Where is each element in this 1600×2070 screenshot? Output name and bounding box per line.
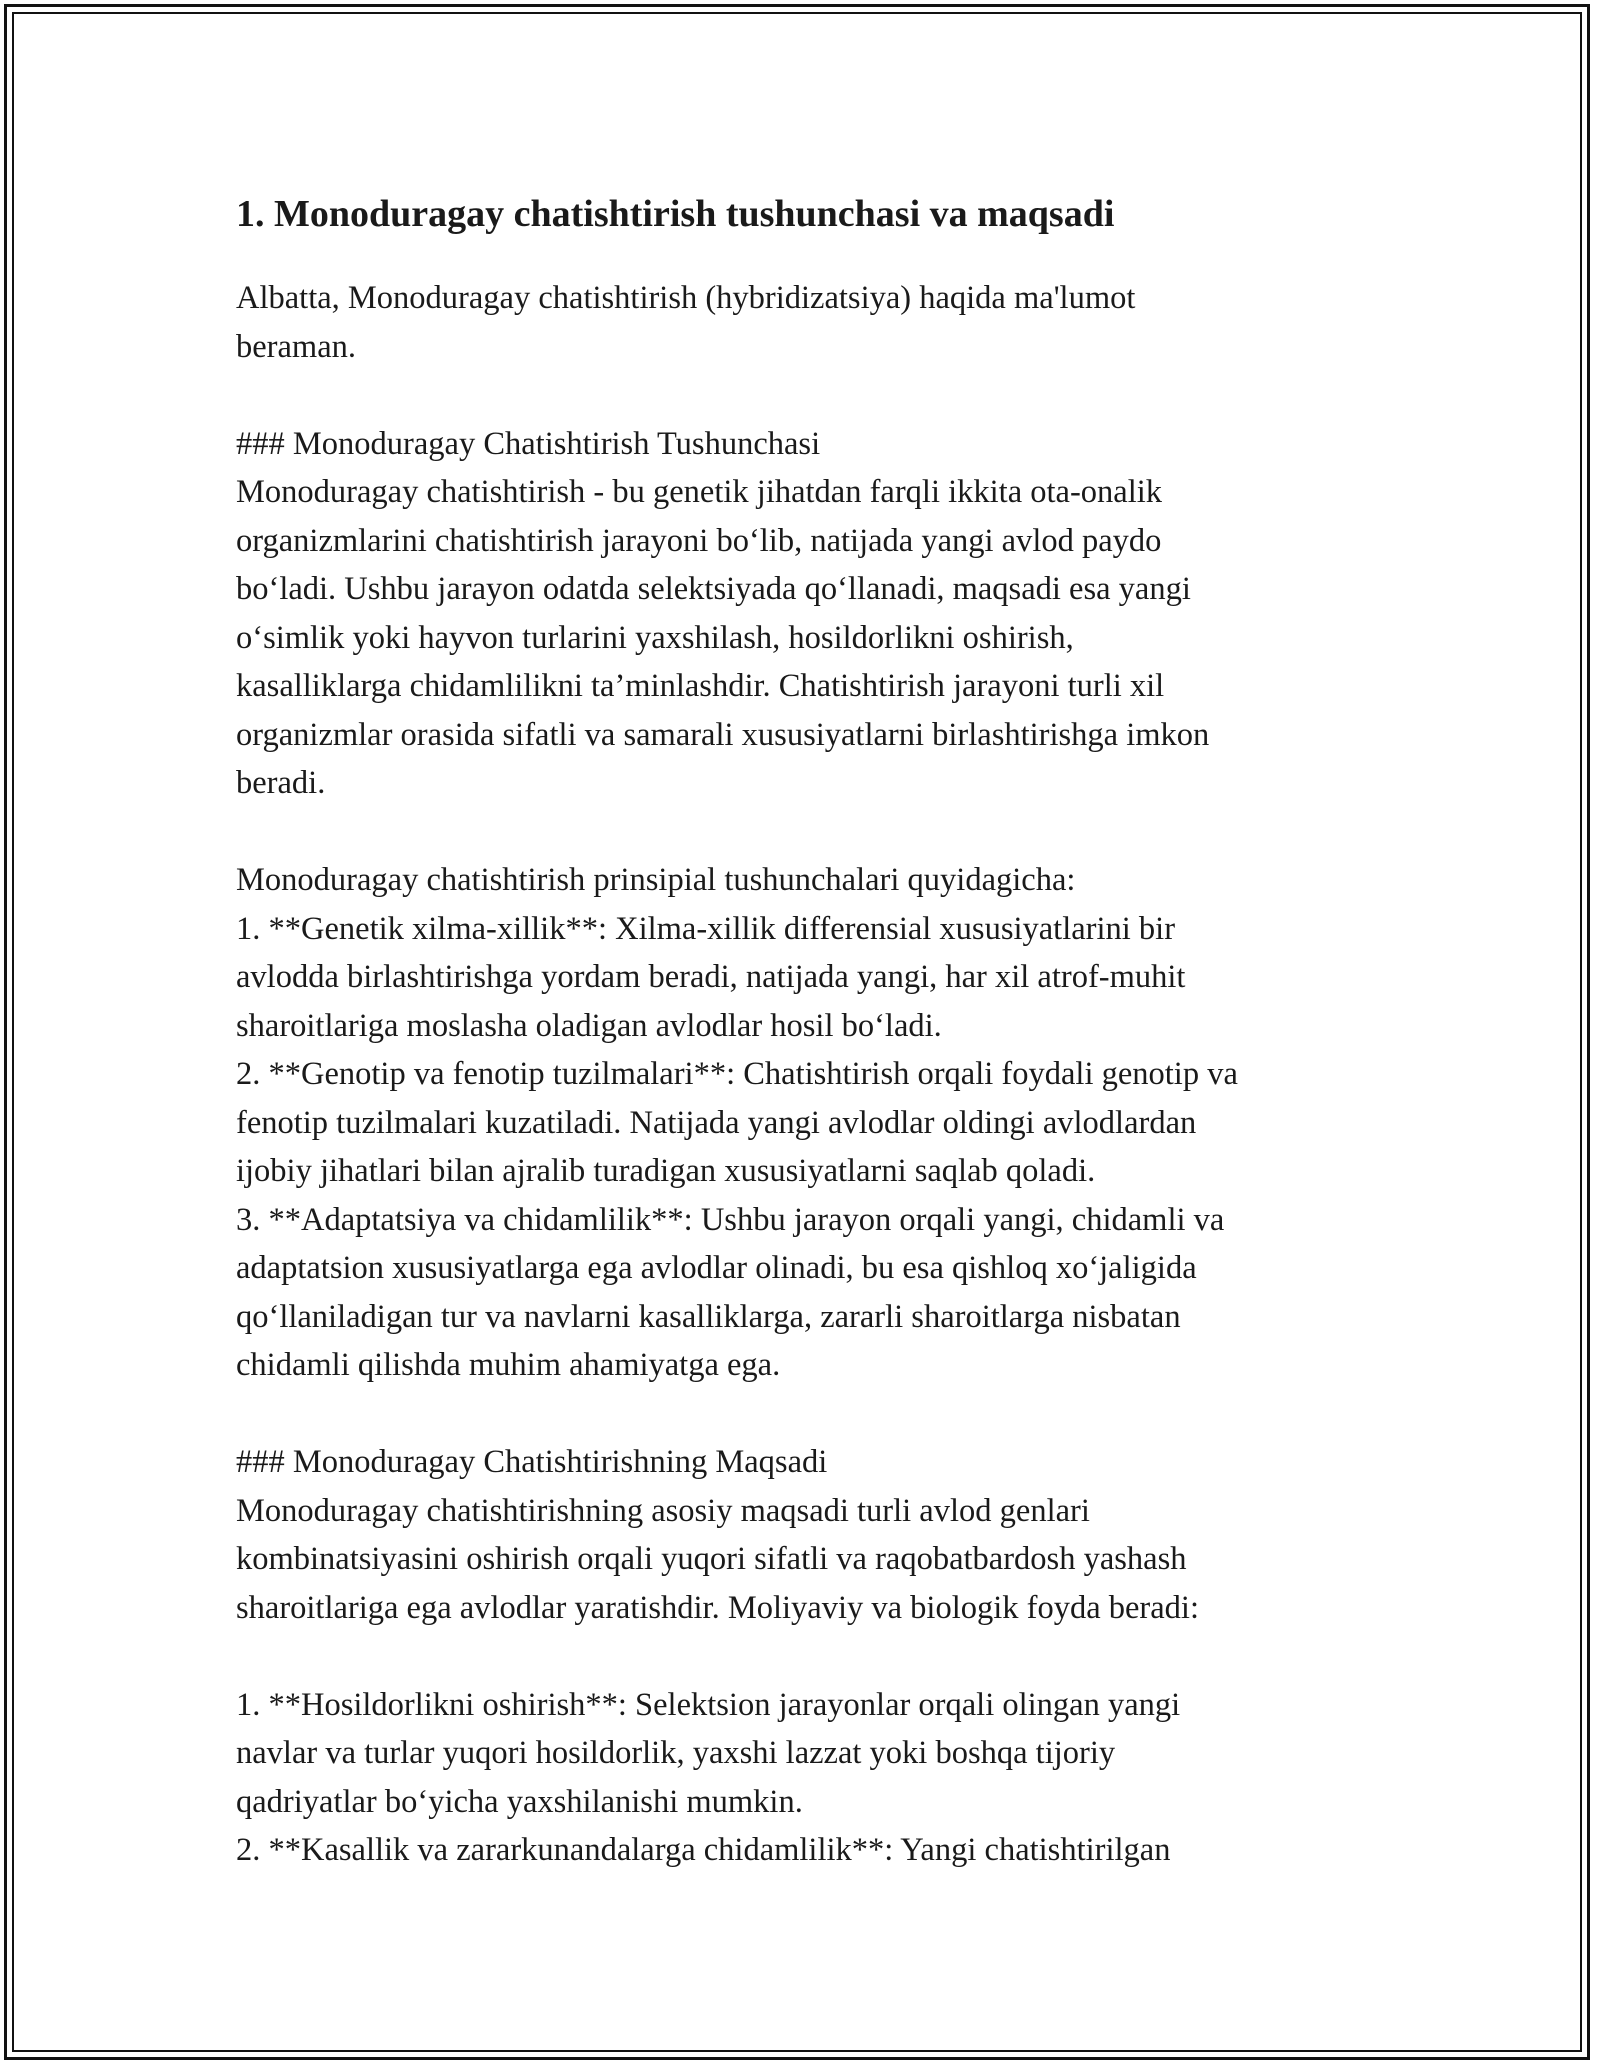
text-line: sharoitlariga ega avlodlar yaratishdir. Moliyaviy va biologik foyda beradi: [236,1589,1199,1626]
text-line: 3. **Adaptatsiya va chidamlilik**: Ushbu jarayon orqali yangi, chidamli va [236,1201,1225,1238]
document-title: 1. Monoduragay chatishtirish tushunchasi va maqsadi [236,193,1115,235]
document-body [236,274,1376,1875]
text-line: navlar va turlar yuqori hosildorlik, yaxshi lazzat yoki boshqa tijoriy [236,1735,1116,1771]
text-line: bo‘ladi. Ushbu jarayon odatda selektsiyada qo‘llanadi, maqsadi esa yangi [236,571,1191,607]
paragraph-gap [236,371,1376,420]
text-line: 2. **Genotip va fenotip tuzilmalari**: Chatishtirish orqali foydali genotip va [236,1056,1238,1092]
text-line: 1. **Genetik xilma-xillik**: Xilma-xillik differensial xususiyatlarini bir [236,910,1176,947]
text-line: Monoduragay chatishtirishning asosiy maqsadi turli avlod genlari [236,1492,1090,1529]
text-line: beraman. [236,328,357,365]
text-line: ijobiy jihatlari bilan ajralib turadigan xususiyatlarni saqlab qoladi. [236,1153,1096,1189]
text-line: 2. **Kasallik va zararkunandalarga chidamlilik**: Yangi chatishtirilgan [236,1832,1171,1868]
paragraph-gap [236,808,1376,857]
text-line: o‘simlik yoki hayvon turlarini yaxshilash, hosildorlikni oshirish, [236,619,1074,656]
text-line: sharoitlariga moslasha oladigan avlodlar hosil bo‘ladi. [236,1007,942,1044]
text-line: ### Monoduragay Chatishtirish Tushunchasi [236,425,821,462]
text-line: ### Monoduragay Chatishtirishning Maqsadi [236,1444,828,1480]
document-page [236,188,1376,1875]
text-line: Albatta, Monoduragay chatishtirish (hybridizatsiya) haqida ma'lumot [236,280,1136,316]
text-line: Monoduragay chatishtirish - bu genetik jihatdan farqli ikkita ota-onalik [236,474,1163,510]
text-line: adaptatsion xususiyatlarga ega avlodlar olinadi, bu esa qishloq xo‘jaligida [236,1250,1197,1286]
text-line: fenotip tuzilmalari kuzatiladi. Natijada yangi avlodlar oldingi avlodlardan [236,1104,1197,1141]
text-line: chidamli qilishda muhim ahamiyatga ega. [236,1347,781,1383]
paragraph-gap [236,1390,1376,1439]
text-line: organizmlarini chatishtirish jarayoni bo‘lib, natijada yangi avlod paydo [236,522,1162,559]
text-line: 1. **Hosildorlikni oshirish**: Selektsion jarayonlar orqali olingan yangi [236,1686,1181,1723]
text-line: qadriyatlar bo‘yicha yaxshilanishi mumkin. [236,1783,803,1820]
text-line: avlodda birlashtirishga yordam beradi, natijada yangi, har xil atrof-muhit [236,959,1186,995]
text-line: kasalliklarga chidamlilikni ta’minlashdir. Chatishtirish jarayoni turli xil [236,668,1165,704]
paragraph-gap [236,1632,1376,1681]
text-line: beradi. [236,765,326,801]
text-line: organizmlar orasida sifatli va samarali xususiyatlarni birlashtirishga imkon [236,716,1210,753]
text-line: kombinatsiyasini oshirish orqali yuqori sifatli va raqobatbardosh yashash [236,1541,1187,1577]
text-line: Monoduragay chatishtirish prinsipial tushunchalari quyidagicha: [236,862,1076,898]
text-line: qo‘llaniladigan tur va navlarni kasalliklarga, zararli sharoitlarga nisbatan [236,1298,1181,1335]
